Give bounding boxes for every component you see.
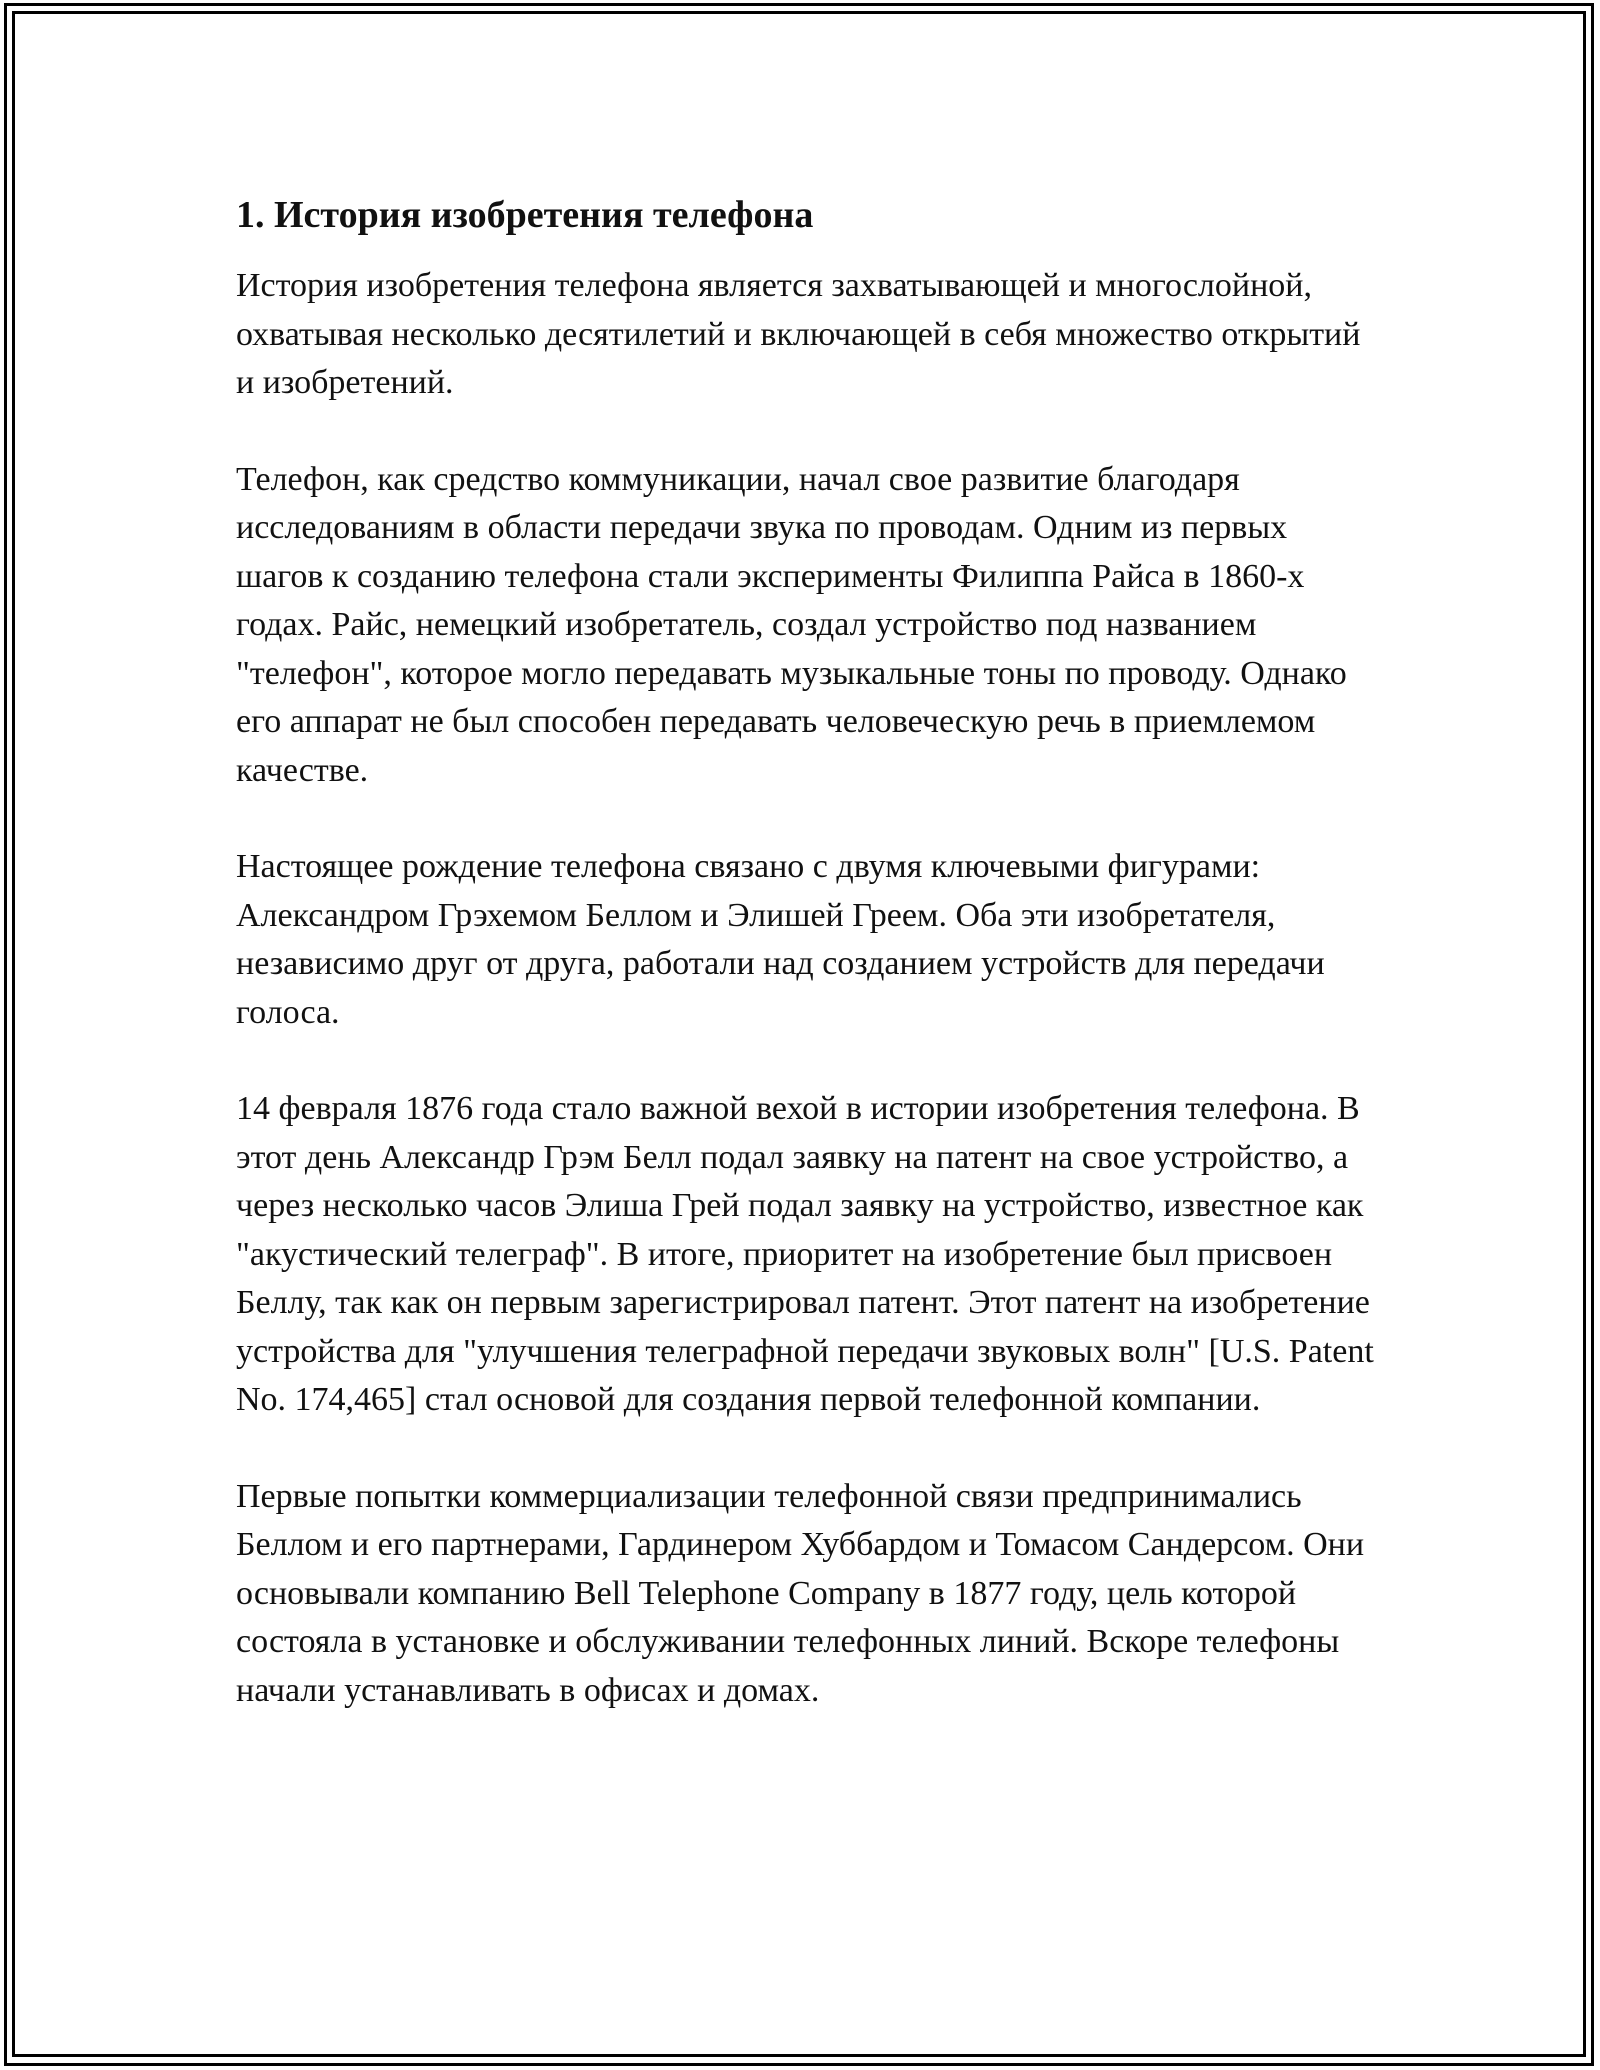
paragraph-patent-1876: 14 февраля 1876 года стало важной вехой в истории изобретения телефона. В этот день Александр Грэм Белл подал заявку на патент на свое устройство, а через несколько часов Элиша Грей подал заявку на устройство, известное как "акустический телеграф". В итоге, приоритет на изобретение был присвоен Беллу, так как он первым зарегистрировал патент. Этот патент на изобретение устройства для "улучшения телеграфной передачи звуковых волн" [U.S. Patent No. 174,465] стал основой для создания первой телефонной компании. xyxy=(236,1090,1374,1418)
paragraph-reis-experiments: Телефон, как средство коммуникации, начал свое развитие благодаря исследованиям в области передачи звука по проводам. Одним из первых шагов к созданию телефона стали эксперименты Филиппа Райса в 1860-х годах. Райс, немецкий изобретатель, создал устройство под названием "телефон", которое могло передавать музыкальные тоны по проводу. Однако его аппарат не был способен передавать человеческую речь в приемлемом качестве. xyxy=(236,460,1347,789)
paragraph-bell-and-gray: Настоящее рождение телефона связано с двумя ключевыми фигурами: Александром Грэхемом Беллом и Элишей Греем. Оба эти изобретателя, независимо друг от друга, работали над созданием устройств для передачи голоса. xyxy=(236,848,1325,1031)
section-heading: 1. История изобретения телефона xyxy=(236,194,814,236)
paragraph-intro: История изобретения телефона является захватывающей и многослойной, охватывая несколько десятилетий и включающей в себя множество открытий и изобретений. xyxy=(236,267,1361,401)
document-body xyxy=(236,186,1376,1763)
paragraph-commercialization: Первые попытки коммерциализации телефонной связи предпринимались Беллом и его партнерами, Гардинером Хуббардом и Томасом Сандерсом. Они основывали компанию Bell Telephone Company в 1877 году, цель которой состояла в установке и обслуживании телефонных линий. Вскоре телефоны начали устанавливать в офисах и домах. xyxy=(236,1477,1365,1709)
